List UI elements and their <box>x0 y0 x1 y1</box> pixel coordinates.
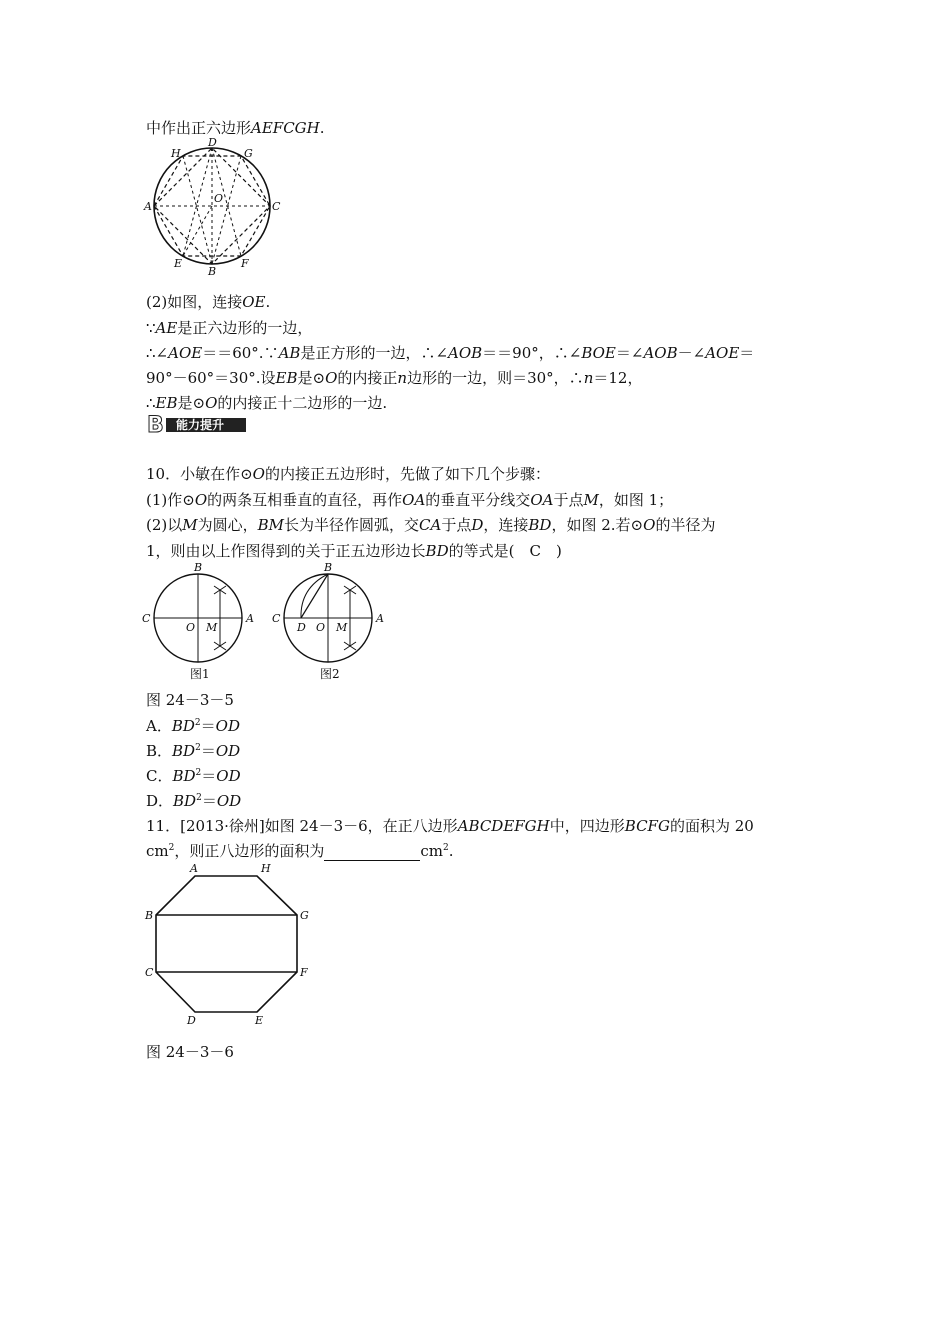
solution-line-3 <box>146 343 754 363</box>
math: AOB <box>643 344 678 362</box>
text: 的垂直平分线交 <box>425 491 531 509</box>
label-c: C <box>142 612 151 625</box>
option-a[interactable] <box>146 716 240 736</box>
label-b: B <box>194 561 203 574</box>
math: M <box>583 491 599 509</box>
math: BD <box>528 516 552 534</box>
text: ∵ <box>146 319 156 337</box>
option-letter: C． <box>146 767 173 785</box>
exponent: 2 <box>195 768 202 778</box>
solution-line-2 <box>146 318 312 338</box>
text: 的内接正 <box>337 369 398 387</box>
caption-fig2: 图2 <box>320 667 340 681</box>
label-g: G <box>300 909 309 922</box>
text: ＝ <box>200 717 216 735</box>
text: 长为半径作圆弧，交 <box>284 516 420 534</box>
text: ＝＝60°.∵ <box>202 344 279 362</box>
text: ＝ <box>739 344 755 362</box>
label-a: A <box>190 862 198 875</box>
math: EB <box>275 369 298 387</box>
caption-fig1: 图1 <box>190 667 210 681</box>
option-d[interactable] <box>146 791 241 811</box>
math: EB <box>155 394 178 412</box>
text: 的内接正十二边形的一边. <box>217 394 388 412</box>
math: BCFG <box>624 817 670 835</box>
solution-line-5 <box>146 393 387 413</box>
text: 是正方形的一边，∴∠ <box>300 344 449 362</box>
figure-octagon <box>140 862 320 1032</box>
text: ∴ <box>146 394 156 412</box>
label-d: D <box>187 1014 196 1027</box>
q11-line-1 <box>146 816 754 836</box>
option-letter: A． <box>146 717 172 735</box>
text: (2)如图，连接 <box>146 293 243 311</box>
text: －∠ <box>677 344 706 362</box>
text: 的等式是( C ) <box>448 542 562 560</box>
math: OD <box>215 742 241 760</box>
math: OD <box>215 717 240 735</box>
text: 中，四边形 <box>549 817 625 835</box>
label-h: H <box>171 147 181 160</box>
math: BD <box>172 742 196 760</box>
text: ，如图 1； <box>598 491 674 509</box>
math: OA <box>402 491 426 509</box>
label-e: E <box>174 257 183 270</box>
exponent: 2 <box>195 743 201 753</box>
option-letter: B． <box>146 742 173 760</box>
text: 是正六边形的一边， <box>177 319 313 337</box>
label-a: A <box>376 612 384 625</box>
text: 的面积为 20 <box>669 817 754 835</box>
label-b: B <box>145 909 154 922</box>
math: AOE <box>705 344 740 362</box>
math: AOE <box>168 344 203 362</box>
intro-line <box>146 118 325 138</box>
fig-caption-24-3-5: 图 24－3－5 <box>146 691 234 709</box>
math: M <box>182 516 198 534</box>
label-c: C <box>272 612 281 625</box>
text: ，则正八边形的面积为 <box>174 842 325 860</box>
math: O <box>252 465 265 483</box>
text: 10．小敏在作⊙ <box>146 465 253 483</box>
text: ，如图 2.若⊙ <box>551 516 644 534</box>
solution-line-4 <box>146 368 642 388</box>
text: ＝ <box>200 742 216 760</box>
math: OD <box>216 792 242 810</box>
label-c: C <box>145 966 154 979</box>
figure-1 <box>140 560 265 685</box>
label-e: E <box>255 1014 264 1027</box>
text: 90°－60°＝30°.设 <box>146 369 276 387</box>
text: cm <box>420 842 443 860</box>
text: ∴∠ <box>146 344 169 362</box>
math: BD <box>173 792 197 810</box>
text: ，连接 <box>483 516 529 534</box>
math: CA <box>419 516 442 534</box>
math: O <box>325 369 338 387</box>
math: n <box>583 369 594 387</box>
text: 是⊙ <box>297 369 326 387</box>
hexagon-name: AEFCGH <box>251 119 320 137</box>
octagon <box>156 876 297 1012</box>
math: n <box>397 369 408 387</box>
option-c[interactable] <box>146 766 241 786</box>
exponent: 2 <box>196 793 202 803</box>
label-m: M <box>336 621 348 634</box>
text: (1)作⊙ <box>146 491 195 509</box>
label-m: M <box>206 621 218 634</box>
math: AB <box>278 344 301 362</box>
option-letter: D． <box>146 792 174 810</box>
text: . <box>265 293 271 311</box>
text: ＝ <box>201 792 217 810</box>
segment-gb <box>212 156 241 264</box>
text: 于点 <box>553 491 584 509</box>
math: O <box>194 491 208 509</box>
q10-line-2 <box>146 490 673 510</box>
text: 于点 <box>441 516 472 534</box>
section-badge <box>146 413 248 438</box>
intro-text: 中作出正六边形 <box>146 119 252 137</box>
exponent: 2 <box>443 843 449 853</box>
text: . <box>448 842 454 860</box>
math: D <box>471 516 484 534</box>
label-o: O <box>186 621 196 634</box>
text: ＝＝90°，∴∠ <box>482 344 582 362</box>
answer-blank[interactable] <box>324 845 420 861</box>
text: ＝ <box>201 767 217 785</box>
math: AE <box>155 319 178 337</box>
math: O <box>205 394 218 412</box>
math: BD <box>172 767 196 785</box>
label-a: A <box>144 200 152 213</box>
label-f: F <box>241 257 249 270</box>
exponent: 2 <box>194 718 201 728</box>
math: ABCDEFGH <box>457 817 550 835</box>
label-c: C <box>272 200 281 213</box>
label-d: D <box>297 621 306 634</box>
label-o: O <box>316 621 326 634</box>
math: BD <box>425 542 449 560</box>
math: O <box>643 516 656 534</box>
label-g: G <box>244 147 253 160</box>
math: BD <box>171 717 195 735</box>
label-d: D <box>208 136 217 149</box>
figure-circle-hexagon-square <box>140 136 285 276</box>
text: 的内接正五边形时，先做了如下几个步骤： <box>264 465 550 483</box>
text: ＝∠ <box>615 344 644 362</box>
math: BM <box>257 516 285 534</box>
label-b: B <box>324 561 333 574</box>
text: 1，则由以上作图得到的关于正五边形边长 <box>146 542 426 560</box>
text: ＝12， <box>593 369 643 387</box>
text: 为圆心， <box>197 516 258 534</box>
label-f: F <box>300 966 308 979</box>
math: OD <box>216 767 241 785</box>
text: cm <box>146 842 169 860</box>
text: (2)以 <box>146 516 183 534</box>
q10-line-3 <box>146 515 715 535</box>
label-a: A <box>246 612 254 625</box>
label-o: O <box>214 192 224 205</box>
figure-2 <box>270 560 395 685</box>
math: OA <box>530 491 554 509</box>
math: BOE <box>581 344 616 362</box>
text: 是⊙ <box>177 394 206 412</box>
q10-line-1 <box>146 464 550 484</box>
solution-line-1 <box>146 292 270 312</box>
segment-oe <box>183 206 212 256</box>
intro-period: . <box>319 119 325 137</box>
badge-letter: B <box>147 413 164 438</box>
badge-label: 能力提升 <box>176 418 225 432</box>
text: 的两条互相垂直的直径，再作 <box>207 491 403 509</box>
math: OE <box>242 293 266 311</box>
math: AOB <box>448 344 483 362</box>
fig-caption-24-3-6: 图 24－3－6 <box>146 1043 234 1061</box>
label-b: B <box>208 265 217 278</box>
q10-line-4 <box>146 541 562 561</box>
text: 的半径为 <box>655 516 716 534</box>
exponent: 2 <box>168 843 175 853</box>
q11-line-2 <box>146 841 454 861</box>
text: 11．[2013·徐州]如图 24－3－6，在正八边形 <box>146 817 458 835</box>
text: 边形的一边，则＝30°，∴ <box>407 369 584 387</box>
label-h: H <box>261 862 271 875</box>
option-b[interactable] <box>146 741 240 761</box>
